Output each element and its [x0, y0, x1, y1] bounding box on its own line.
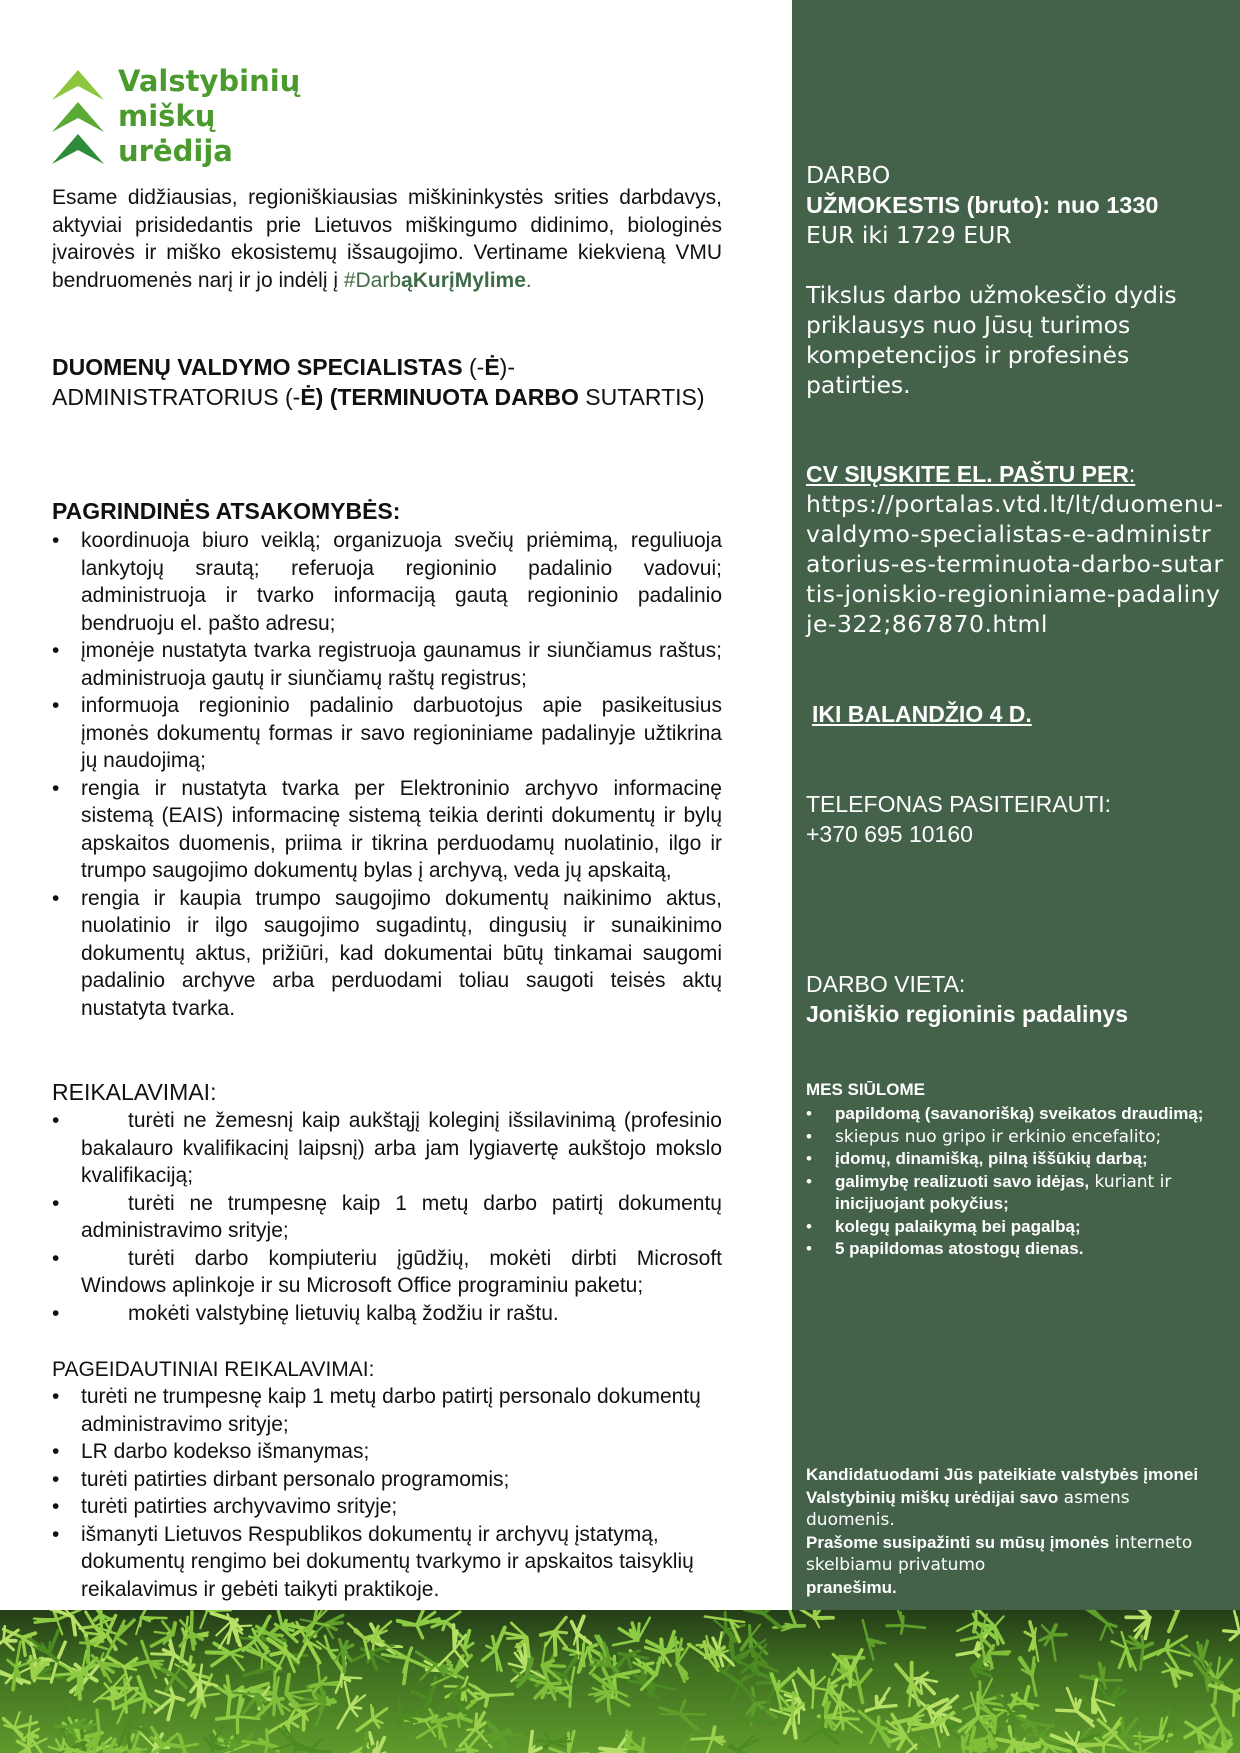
privacy-bold-2: Prašome susipažinti su mūsų įmonės	[806, 1532, 1110, 1552]
preferred-list	[52, 1383, 722, 1603]
moss-image	[0, 1610, 1240, 1753]
list-item	[806, 1148, 1226, 1171]
list-item: • turėti ne trumpesnę kaip 1 metų darbo patirtį personalo dokumentų administravimo srityje;	[52, 1383, 722, 1438]
offer-bold: įdomų, dinamišką, pilną iššūkių darbą;	[835, 1149, 1148, 1168]
moss-tuft	[219, 1614, 251, 1648]
cv-heading-colon: :	[1128, 461, 1136, 487]
job-title-part-3: Ė	[484, 354, 500, 380]
salary-line-1: DARBO	[806, 161, 891, 189]
job-title-part-5: Ė) (TERMINUOTA DARBO	[300, 384, 579, 410]
moss-tuft	[1166, 1610, 1179, 1631]
moss-tuft	[1099, 1686, 1125, 1714]
moss-tuft	[417, 1709, 447, 1746]
moss-tuft	[1018, 1718, 1053, 1735]
logo-line-3: urėdija	[118, 134, 233, 168]
list-item	[806, 1238, 1226, 1261]
responsibilities-list	[52, 527, 722, 1022]
moss-tuft	[1087, 1610, 1116, 1640]
moss-tuft	[729, 1736, 761, 1753]
sidebar	[792, 0, 1240, 1610]
list-item: • turėti patirties archyvavimo srityje;	[52, 1493, 722, 1521]
list-item	[52, 1107, 722, 1190]
privacy-link[interactable]: pranešimu.	[806, 1577, 897, 1597]
moss-tuft	[412, 1677, 436, 1714]
hashtag	[344, 269, 532, 292]
list-item	[806, 1216, 1226, 1239]
offer-plain: skiepus nuo gripo ir erkinio encefalito;	[835, 1126, 1162, 1147]
moss-tuft	[720, 1670, 756, 1705]
moss-tuft	[1164, 1706, 1182, 1741]
list-item-verb: turėti	[128, 1191, 175, 1215]
moss-tuft	[660, 1701, 705, 1730]
list-item: • turėti patirties dirbant personalo programomis;	[52, 1466, 722, 1494]
offer-bold: 5 papildomas atostogų dienas.	[835, 1239, 1084, 1258]
list-item-text: valstybinę lietuvių kalbą žodžiu ir raštu.	[195, 1301, 559, 1325]
list-item-verb: mokėti	[128, 1301, 190, 1325]
list-item-verb: turėti	[128, 1246, 175, 1270]
logo-line-2: miškų	[118, 99, 216, 133]
list-item: • įmonėje nustatyta tvarka registruoja gaunamus ir siunčiamus raštus; administruoja gautų ir siunčiamų raštų registrus;	[52, 637, 722, 692]
list-item: • LR darbo kodekso išmanymas;	[52, 1438, 722, 1466]
requirements-heading: REIKALAVIMAI:	[52, 1079, 217, 1105]
moss-photo	[0, 1610, 1240, 1753]
phone-block	[806, 789, 1226, 849]
privacy-notice	[806, 1464, 1206, 1599]
moss-tuft	[119, 1709, 149, 1748]
salary-line-2: UŽMOKESTIS (bruto): nuo 1330	[806, 192, 1159, 218]
moss-tuft	[863, 1620, 886, 1659]
list-item-text: ne žemesnį kaip aukštąjį koleginį išsilavinimą (profesinio bakalauro kvalifikacinį laipsnį) arba jam lygiavertę aukštojo mokslo kvalifikaciją;	[81, 1109, 722, 1187]
list-item: • rengia ir nustatyta tvarka per Elektroninio archyvo informacinę sistemą (EAIS) informacinę sistemą teikia derinti dokumentų ir bylų apskaitos duomenis, priima ir tikrina perduodamų nuolatinio, ilgo ir trumpo saugojimo dokumentų bylas į archyvą, veda jų apskaitą,	[52, 775, 722, 885]
moss-tuft	[482, 1628, 504, 1671]
moss-tuft	[629, 1665, 657, 1699]
workplace-label: DARBO VIETA:	[806, 971, 966, 997]
moss-tuft	[390, 1699, 417, 1724]
list-item	[52, 1190, 722, 1245]
hashtag-period: .	[525, 268, 532, 292]
list-item-verb: turėti	[128, 1109, 175, 1132]
offers-list	[806, 1103, 1226, 1261]
moss-tuft	[1126, 1610, 1150, 1639]
offer-bold: galimybę realizuoti savo idėjas,	[835, 1171, 1090, 1191]
responsibilities-heading: PAGRINDINĖS ATSAKOMYBĖS:	[52, 498, 401, 524]
privacy-bold-1: Kandidatuodami Jūs pateikiate valstybės įmonei Valstybinių miškų urėdijai savo	[806, 1465, 1199, 1507]
moss-tuft	[311, 1664, 338, 1692]
offer-bold: kolegų palaikymą bei pagalbą;	[835, 1216, 1081, 1236]
moss-tuft	[681, 1734, 706, 1753]
moss-tuft	[920, 1737, 945, 1753]
offers-heading: MES SIŪLOME	[806, 1080, 926, 1099]
moss-tuft	[398, 1610, 439, 1638]
requirements-list	[52, 1107, 722, 1327]
moss-tuft	[338, 1682, 365, 1728]
hashtag-bold: ąKurįMylime	[401, 268, 526, 292]
salary-block	[806, 160, 1226, 250]
salary-note: Tikslus darbo užmokesčio dydis priklausys nuo Jūsų turimos kompetencijos ir profesinės patirties.	[806, 281, 1177, 399]
job-title-part-2: (-	[462, 354, 485, 380]
phone-label: TELEFONAS PASITEIRAUTI:	[806, 791, 1112, 817]
job-title-part-4: )- ADMINISTRATORIUS (-	[52, 354, 515, 410]
preferred-heading: PAGEIDAUTINIAI REIKALAVIMAI:	[52, 1358, 375, 1381]
cv-application-link[interactable]: https://portalas.vtd.lt/lt/duomenu-valdymo-specialistas-e-administratorius-es-terminuota-darbo-sutartis-joniskio-regioniniame-padalinyje-322;867870.html	[806, 490, 1224, 638]
moss-tuft	[1211, 1705, 1231, 1744]
moss-tuft	[831, 1686, 854, 1719]
list-item: • rengia ir kaupia trumpo saugojimo dokumentų naikinimo aktus, nuolatinio ir ilgo saugojimo sugadintų, dingusių ir sunaikinimo dokumentų aktus, prižiūri, kad dokumentai būtų tinkamai saugomi padalinio archyve arba perduodami toliau saugoti teisės aktų nustatyta tvarka.	[52, 885, 722, 1023]
moss-tuft	[866, 1688, 896, 1711]
intro-paragraph	[52, 184, 722, 294]
offer-bold: papildomą (savanorišką) sveikatos draudimą;	[835, 1104, 1204, 1123]
offer-plain: kuriant ir	[1089, 1171, 1172, 1192]
job-title	[52, 352, 732, 412]
list-item	[806, 1171, 1226, 1216]
moss-tuft	[1003, 1687, 1039, 1708]
list-item-text: ne trumpesnę kaip 1 metų darbo patirtį dokumentų administravimo srityje;	[81, 1191, 722, 1242]
list-item	[52, 1300, 722, 1328]
salary-line-3: EUR iki 1729 EUR	[806, 221, 1012, 249]
moss-tuft	[445, 1686, 468, 1714]
cv-heading	[806, 459, 1226, 489]
logo-line-1: Valstybinių	[118, 64, 301, 98]
moss-tuft	[146, 1727, 178, 1753]
intro-text: Esame didžiausias, regioniškiausias miškininkystės srities darbdavys, aktyviai prisidedantis prie Lietuvos miškingumo didinimo, biologinės įvairovės ir miško ekosistemų išsaugojimo. Vertiname kiekvieną VMU bendruomenės narį ir jo indėlį į	[52, 186, 722, 292]
list-item: • išmanyti Lietuvos Respublikos dokumentų ir archyvų įstatymą, dokumentų rengimo bei dokumentų tvarkymo ir apskaitos taisyklių reikalavimus ir gebėti taikyti praktikoje.	[52, 1521, 722, 1604]
list-item	[52, 1245, 722, 1300]
hashtag-plain: #Darb	[343, 268, 402, 292]
privacy-plain-2: interneto skelbiamu privatumo	[806, 1532, 1193, 1575]
cv-heading-text: CV SIŲSKITE EL. PAŠTU PER	[806, 461, 1129, 487]
offer-bold-2: inicijuojant pokyčius;	[835, 1194, 1009, 1213]
moss-tuft	[896, 1663, 922, 1706]
phone-number[interactable]: +370 695 10160	[806, 821, 973, 847]
moss-tuft	[1025, 1622, 1038, 1662]
moss-tuft	[859, 1711, 891, 1746]
moss-tuft	[613, 1618, 650, 1645]
logo-wordmark	[118, 64, 300, 169]
privacy-plain-1: asmens duomenis.	[806, 1487, 1130, 1530]
list-item	[806, 1126, 1226, 1149]
deadline: IKI BALANDŽIO 4 D.	[812, 701, 1032, 727]
moss-tuft	[1081, 1663, 1122, 1688]
list-item: • informuoja regioninio padalinio darbuotojus apie pasikeitusius įmonės dokumentų formas ir savo regioniniame padalinyje užtikrina jų naudojimą;	[52, 692, 722, 775]
list-item	[806, 1103, 1226, 1126]
job-title-part-1: DUOMENŲ VALDYMO SPECIALISTAS	[52, 354, 463, 380]
moss-tuft	[1224, 1611, 1240, 1640]
moss-tuft	[1039, 1625, 1066, 1660]
list-item-text: darbo kompiuteriu įgūdžių, mokėti dirbti Microsoft Windows aplinkoje ir su Microsoft Office programiniu paketu;	[81, 1246, 722, 1297]
list-item: • koordinuoja biuro veiklą; organizuoja svečių priėmimą, reguliuoja lankytojų srautą; referuoja regioninio padalinio vadovui; administruoja ir tvarko informaciją gautą regioninio padalinio bendruoju el. pašto adresu;	[52, 527, 722, 637]
moss-tuft	[887, 1610, 925, 1633]
workplace-name: Joniškio regioninis padalinys	[806, 1001, 1129, 1027]
vmu-logo	[52, 64, 352, 172]
moss-tuft	[742, 1645, 778, 1676]
tree-logo-icon	[52, 68, 104, 168]
job-title-part-6: SUTARTIS)	[578, 384, 705, 410]
workplace-block	[806, 969, 1226, 1029]
